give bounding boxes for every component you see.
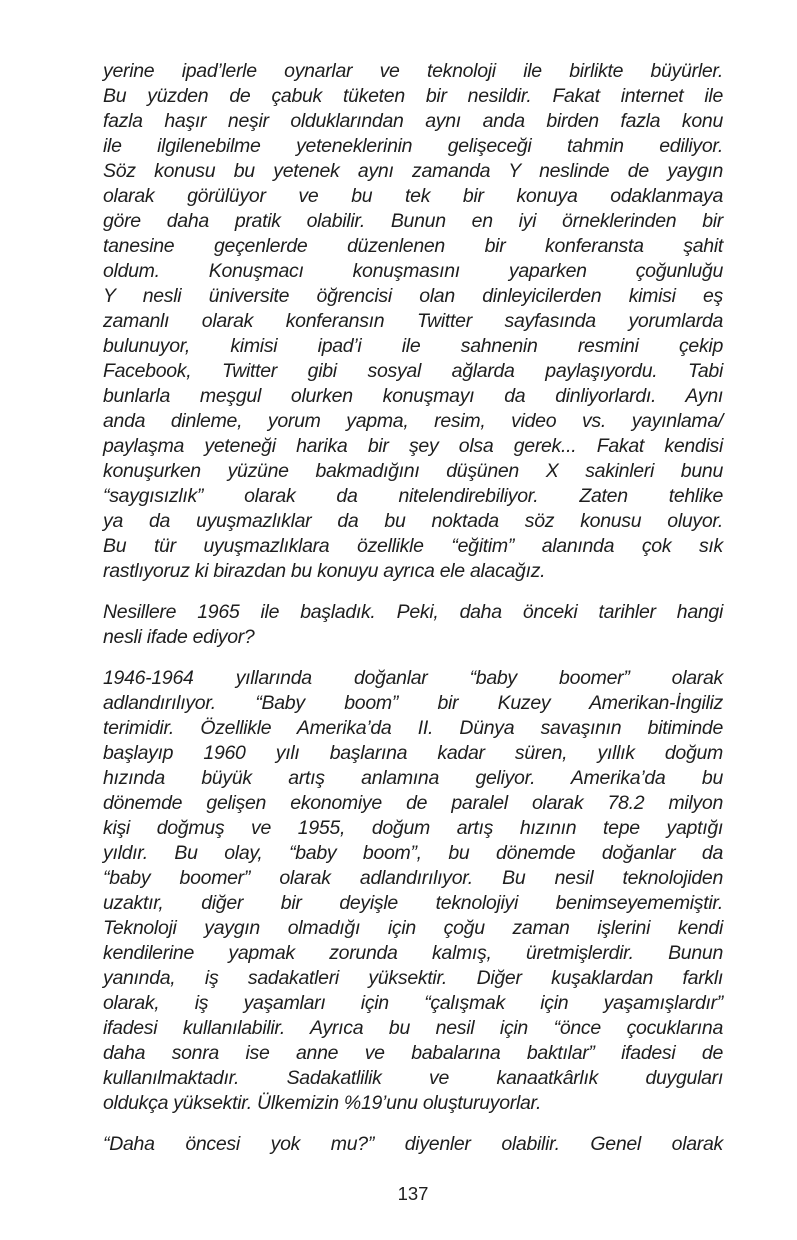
text-line: göre daha pratik olabilir. Bunun en iyi örneklerinden bir (103, 210, 723, 232)
text-line: dönemde gelişen ekonomiye de paralel olarak 78.2 milyon (103, 792, 723, 814)
text-line: zamanlı olarak konferansın Twitter sayfasında yorumlarda (103, 310, 723, 332)
text-line: bulunuyor, kimisi ipad’i ile sahnenin resmini çekip (103, 335, 723, 357)
text-line: hızında büyük artış anlamına geliyor. Amerika’da bu (103, 767, 723, 789)
text-line: kendilerine yapmak zorunda kalmış, üretmişlerdir. Bunun (103, 942, 723, 964)
text-line: yıldır. Bu olay, “baby boom”, bu dönemde doğanlar da (103, 842, 723, 864)
text-line: nesli ifade ediyor? (103, 626, 255, 648)
text-line: Nesillere 1965 ile başladık. Peki, daha önceki tarihler hangi (103, 601, 723, 623)
text-line: fazla haşır neşir olduklarından aynı anda birden fazla konu (103, 110, 723, 132)
text-line: anda dinleme, yorum yapma, resim, video vs. yayınlama/ (103, 410, 723, 432)
text-line: Bu yüzden de çabuk tüketen bir nesildir. Fakat internet ile (103, 85, 723, 107)
text-line: paylaşma yeteneği harika bir şey olsa gerek... Fakat kendisi (103, 435, 723, 457)
text-line: başlayıp 1960 yılı başlarına kadar süren, yıllık doğum (103, 742, 723, 764)
text-line: bunlarla meşgul olurken konuşmayı da dinliyorlardı. Aynı (103, 385, 723, 407)
text-line: ile ilgilenebilme yeteneklerinin gelişeceği tahmin ediliyor. (103, 135, 723, 157)
text-line: yanında, iş sadakatleri yüksektir. Diğer kuşaklardan farklı (103, 967, 723, 989)
text-line: olarak görülüyor ve bu tek bir konuya odaklanmaya (103, 185, 723, 207)
page-number: 137 (397, 1183, 429, 1204)
body-text (103, 59, 723, 1157)
text-line: ya da uyuşmazlıklar da bu noktada söz konusu oluyor. (103, 510, 723, 532)
paragraph-2 (103, 600, 723, 650)
text-line: Y nesli üniversite öğrencisi olan dinleyicilerden kimisi eş (103, 285, 723, 307)
text-line: uzaktır, diğer bir deyişle teknolojiyi benimseyememiştir. (103, 892, 723, 914)
text-line: “saygısızlık” olarak da nitelendirebiliyor. Zaten tehlike (103, 485, 723, 507)
text-line: “baby boomer” olarak adlandırılıyor. Bu nesil teknolojiden (103, 867, 723, 889)
text-line: tanesine geçenlerde düzenlenen bir konferansta şahit (103, 235, 723, 257)
text-line: Teknoloji yaygın olmadığı için çoğu zaman işlerini kendi (103, 917, 723, 939)
text-line: Facebook, Twitter gibi sosyal ağlarda paylaşıyordu. Tabi (103, 360, 723, 382)
text-line: Söz konusu bu yetenek aynı zamanda Y neslinde de yaygın (103, 160, 723, 182)
text-line: oldukça yüksektir. Ülkemizin %19’unu oluşturuyorlar. (103, 1092, 542, 1114)
text-line: daha sonra ise anne ve babalarına baktılar” ifadesi de (103, 1042, 723, 1064)
text-line: ifadesi kullanılabilir. Ayrıca bu nesil için “önce çocuklarına (103, 1017, 723, 1039)
paragraph-1 (103, 59, 723, 584)
text-line: adlandırılıyor. “Baby boom” bir Kuzey Amerikan-İngiliz (103, 692, 723, 714)
text-line: terimidir. Özellikle Amerika’da II. Dünya savaşının bitiminde (103, 717, 723, 739)
paragraph-4 (103, 1132, 723, 1157)
text-line: kişi doğmuş ve 1955, doğum artış hızının tepe yaptığı (103, 817, 723, 839)
text-line: yerine ipad’lerle oynarlar ve teknoloji ile birlikte büyürler. (103, 60, 723, 82)
text-line: Bu tür uyuşmazlıklara özellikle “eğitim” alanında çok sık (103, 535, 723, 557)
text-line: 1946-1964 yıllarında doğanlar “baby boomer” olarak (103, 667, 723, 689)
text-line: “Daha öncesi yok mu?” diyenler olabilir. Genel olarak (103, 1133, 723, 1155)
text-line: olarak, iş yaşamları için “çalışmak için yaşamışlardır” (103, 992, 723, 1014)
text-line: kullanılmaktadır. Sadakatlilik ve kanaatkârlık duyguları (103, 1067, 723, 1089)
paragraph-3 (103, 666, 723, 1116)
text-line: rastlıyoruz ki birazdan bu konuyu ayrıca ele alacağız. (103, 560, 546, 582)
text-line: oldum. Konuşmacı konuşmasını yaparken çoğunluğu (103, 260, 723, 282)
text-line: konuşurken yüzüne bakmadığını düşünen X sakinleri bunu (103, 460, 723, 482)
